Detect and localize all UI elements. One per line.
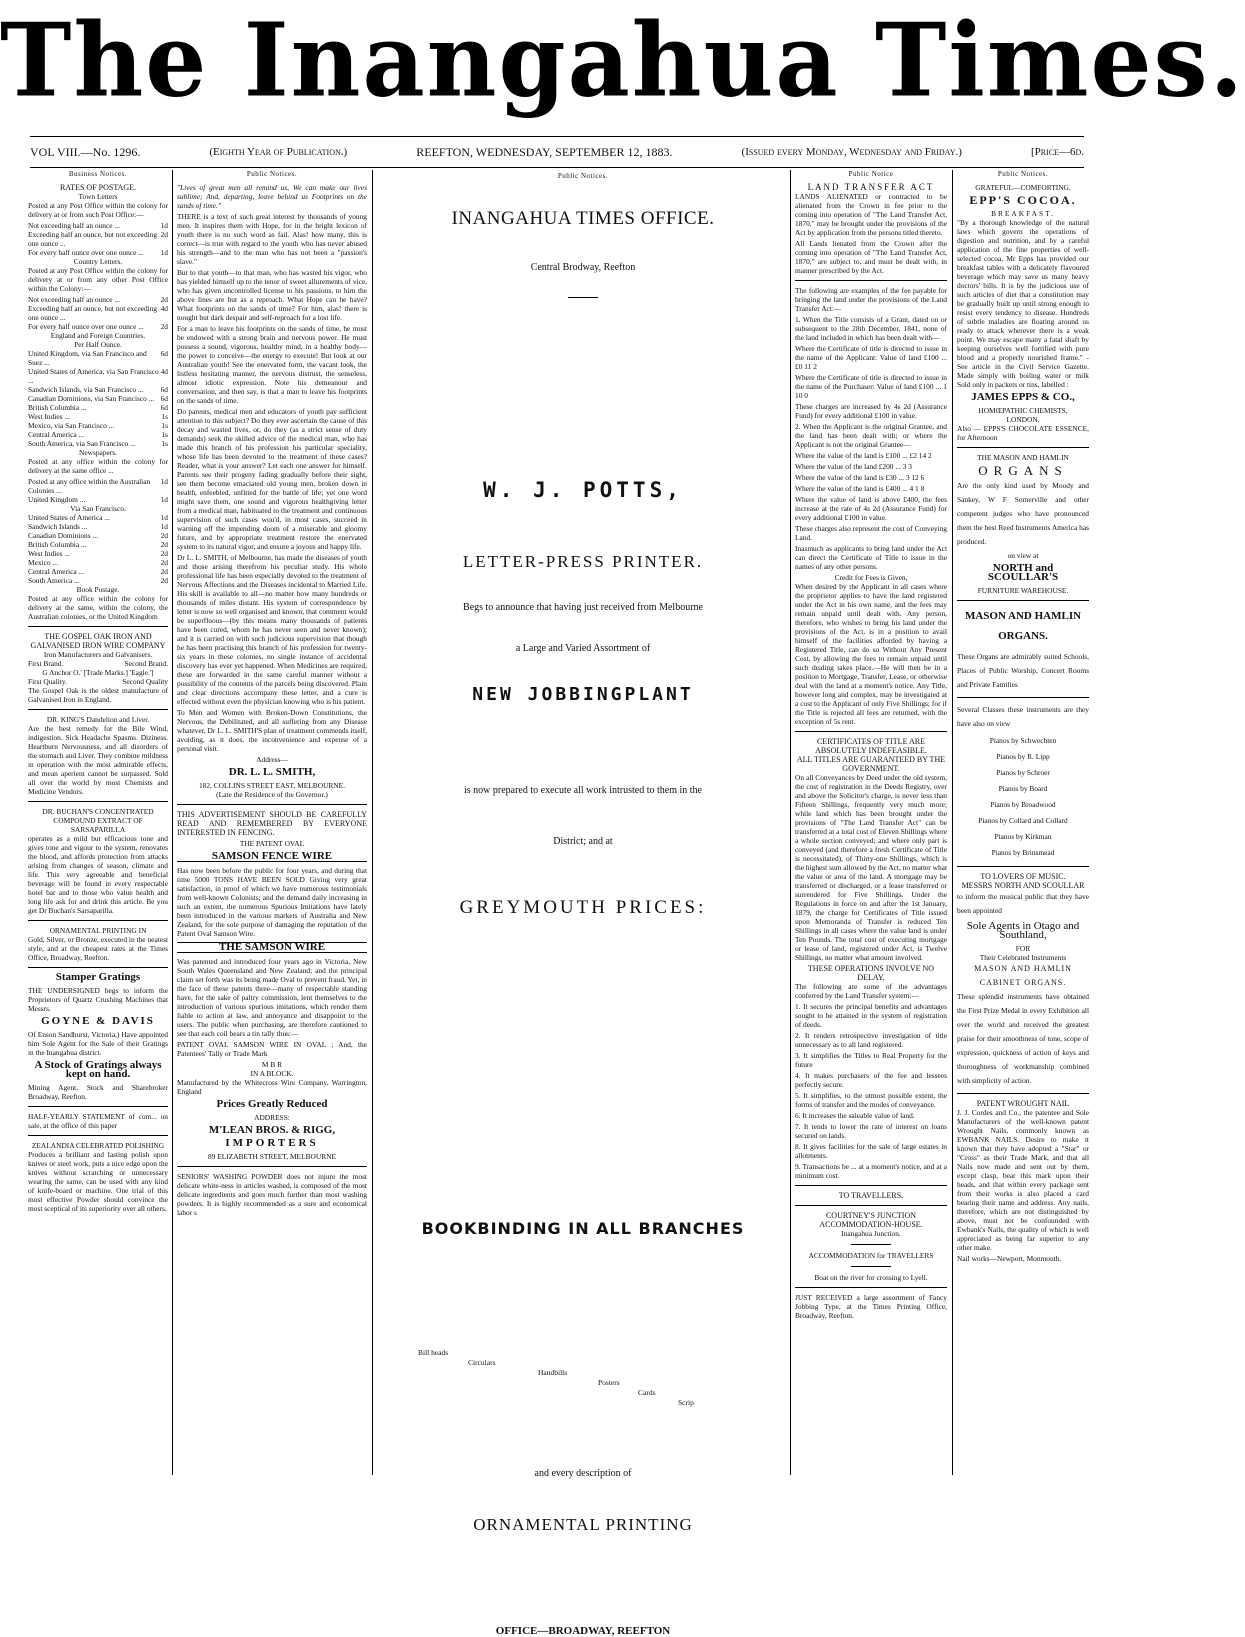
publication-year: (Eighth Year of Publication.) — [209, 146, 348, 158]
dr-king-text: Are the best remedy for the Bile Wind, indigestion. Sick Headache Spasms. Diziness. Heartburn Nervousness, and all disorders of the stomach and Liver. They combine mildness in operation with the most admirable effects, and mean aperient cannot be surpassed. Sold all over the world by most Chemists and Medicine Vendors. — [28, 724, 168, 796]
north-scoullar: NORTH and SCOULLAR'S — [987, 562, 1059, 583]
price: [Price—6d. — [1030, 146, 1084, 158]
junction: Inangahua Junction. — [841, 1229, 901, 1238]
paragraph: Do parents, medical men and educators of youth pay sufficient attention to this subject? Do they ever ascertain the cause of this decay and wasted lives, or, do they (as a strict sense of duty demands) seek the skilled advice of the medical man, who has made this branch of his profession his particular speciality, whose life has been devoted to the treatment of these cases? Reader, what is your answer? Let each one answer for himself. Parents see their progeny fading gradually before their sight, see them become emaciated old young men, broken down in health, enfeebled, unfitted for the battle of life; yet one word might save them, one sound and vigorous healthgiving letter from a medical man, habituated to the treatment and continuous supervision of such cases wou'd, in most cases, succeed in warning off the impending doom of a miserable and gloomy future, and by appropriate treatment restore the enervated system to its natural vigor, and ensure a joyous and happy life. — [177, 407, 367, 551]
gospel-oak-title: THE GOSPEL OAK IRON AND GALVANISED IRON WIRE COMPANY — [30, 632, 166, 650]
cordes-text: J. J. Cordes and Co., the patentee and Sole Manufacturers of the well-known patent Wrought Nails, commonly known as EWBANK NAILS. Desire to make it known that they have adopted a "Star" or "Cross" as their Trade Mark, and that all Nails now made and sent out by them, except clasp, bear this mark upon their heads, and that within every package sent from their works is also placed a card bearing their name and address. Any nails, therefore, which are not distinguished by above, must not be confounded with Ewbank's Nails, the quality of which is well appreciated as being far superior to any other make. — [957, 1108, 1089, 1252]
sole-agents: Sole Agents in Otago and Southland, — [966, 920, 1080, 941]
divider — [28, 801, 168, 802]
stock-notice: A Stock of Gratings always kept on hand. — [34, 1059, 162, 1080]
samson-wire: THE SAMSON WIRE — [177, 942, 367, 953]
newspapers-text: Posted at any office within the colony for delivery at the same office ... — [28, 457, 168, 475]
divider — [28, 967, 168, 968]
rate-row: West Indies ... 1s — [28, 412, 168, 421]
rate-row: United Kingdom, via San Francisco and Suez ... 6d — [28, 349, 168, 367]
address-label: ADDRESS: — [254, 1113, 290, 1122]
grateful: GRATEFUL—COMFORTING. — [975, 183, 1071, 192]
gospel-oak-text: The Gospel Oak is the oldest manufacture of Galvanised Iron in England. — [28, 686, 168, 704]
no-delay-heading: THESE OPERATIONS INVOLVE NO DELAY. — [807, 964, 935, 982]
example: These charges also represent the cost of Conveying Land. — [795, 524, 947, 542]
every-description: and every description of — [534, 1468, 632, 1479]
divider — [957, 600, 1089, 601]
via-sf-heading: Via San Francisco. — [70, 504, 126, 513]
divider — [957, 1093, 1089, 1094]
rate-row: Mexico ... 2d — [28, 558, 168, 567]
lovers-of-music: TO LOVERS OF MUSIC. — [980, 872, 1066, 881]
divider — [795, 1185, 947, 1186]
column-public-notices — [177, 170, 367, 1475]
mclean-bros: M'LEAN BROS. & RIGG, — [208, 1124, 336, 1136]
james-epps: JAMES EPPS & CO., — [971, 391, 1075, 403]
column-land-transfer — [795, 170, 947, 1475]
rate-row: South America ... 2d — [28, 576, 168, 585]
piano-item: Pianos by Board — [998, 784, 1048, 793]
rate-row: For every half ounce over one ounce ... 1d — [28, 248, 168, 257]
prices-reduced: Prices Greatly Reduced — [216, 1098, 328, 1110]
piano-item: Pianos by Broadwood — [990, 800, 1056, 809]
credit-heading: Credit for Fees is Given, — [834, 573, 908, 582]
piano-item: Pianos by R. Lipp — [996, 752, 1050, 761]
brand-row: First Brand. Second Brand. — [28, 659, 168, 668]
column-business-notices — [28, 170, 168, 1475]
rate-row: Canadian Dominions ... 2d — [28, 531, 168, 540]
following: The following are examples of the fee payable for bringing the land under the provisions of the Land Transfer Act:— — [795, 286, 947, 313]
divider — [177, 804, 367, 805]
mason-hamlin-organs: MASON AND HAMLIN ORGANS. — [964, 610, 1082, 642]
splendid: These splendid instruments have obtained the First Prize Medal in every Exhibition all over the world and received the greatest praise for their smoothness of tone, scope of expression, quickness of action of keys and thoroughness of workmanship combined with simplicity of action. — [957, 992, 1089, 1085]
list-item: 4. It makes purchasers of the fee and lessees perfectly secure. — [795, 1071, 947, 1089]
potts-name: W. J. POTTS, — [483, 478, 683, 502]
seniors-washing: SENIORS' WASHING POWDER does not injure the most delicate white-ness in articles washed, is composed of the most delicate ingredients and goes much further than most washing powders. It is highly recommended as a sure and economical labor s — [177, 1172, 367, 1217]
patent-nail: PATENT WROUGHT NAIL — [976, 1099, 1070, 1108]
divider — [568, 297, 598, 298]
organs-heading: ORGANS — [978, 463, 1068, 478]
office-address: Central Brodway, Reefton — [530, 262, 636, 273]
rate-row: British Columbia ... 6d — [28, 403, 168, 412]
example: Where the value of the land is £400 ... 4 1 8 — [795, 484, 925, 493]
messrs-north: MESSRS NORTH AND SCOULLAR — [961, 881, 1085, 890]
rate-row: Sandwich Islands, via San Francisco ... 6d — [28, 385, 168, 394]
england-heading: England and Foreign Countries. — [50, 331, 146, 340]
rate-row: Canadian Dominions, via San Francisco ... 6d — [28, 394, 168, 403]
piano-item: Pianos by Kirkman — [994, 832, 1052, 841]
postage-title: RATES OF POSTAGE. — [59, 183, 137, 192]
job-type: Cards — [638, 1388, 656, 1397]
list-item: 1. It secures the principal benefits and advantages sought to be attained in the system of registration of deeds. — [795, 1002, 947, 1029]
guaranteed-text: On all Conveyances by Deed under the old system, the cost of registration in the Deeds Registry, over and above the Solicitor's charge, is never less than Fifteen Shillings, frequently very much more; while land which has been brought under the provisions of "The Land Transfer Act" can be transferred at a total cost of Eleven Shillings where a whole section conveyed; and where only part is conveyed (and therefore a fresh Certificate of Title is necessitated), of Thirty-one Shillings, which is the highest sum allowed by the Act, no matter what the value or area of the land. A mortgage may be transferred or discharged, or a lease transferred or surrendered for Five Shillings. Under the Regulations in force on and after the 1st January, 1879, the charge for Certificates of Title issued upon Memoranda of Transfer is reduced Ten Shillings in all cases where the value land is under Ten Pounds. The total cost of executing mortgage or lease of land, registered under Act, is Twelve Shillings, no matter what amount involved. — [795, 773, 947, 962]
dr-buchan-title: DR. BUCHAN'S CONCENTRATED COMPOUND EXTRACT OF SARSAPARILLA — [42, 807, 154, 834]
half-yearly: HALF-YEARLY STATEMENT of com... on sale, at the office of this paper — [28, 1112, 168, 1130]
column-header: Public Notice — [848, 170, 894, 178]
organs-text: Are the only kind used by Moody and Sankey, W F Somerville and other competent judges who have pronounced them the best Reed Instruments America has produced. — [957, 481, 1089, 546]
divider — [28, 920, 168, 921]
trade-mark: M B R — [261, 1060, 283, 1069]
rate-row: West Indies ... 2d — [28, 549, 168, 558]
cabinet-organs: MASON AND HAMLIN CABINET ORGANS. — [974, 964, 1072, 987]
printer-title: LETTER-PRESS PRINTER. — [462, 552, 704, 571]
rate-row: United States of America ... 1d — [28, 513, 168, 522]
benefits: The following are some of the advantages conferred by the Land Transfer system:— — [795, 982, 947, 1000]
piano-item: Pianos by Schroer — [996, 768, 1050, 777]
town-letters-heading: Town Letters — [78, 192, 118, 201]
paragraph: THERE is a text of such great interest by thousands of young men. It inspires them with Hope, for in the bright lexicon of youth there is no such word as fail. Alas! how many, this is correct—is true with regard to the youth who has never abused his strength—and to the man who has not been a "passion's slave." — [177, 212, 367, 266]
country-letters-text: Posted at any Post Office within the colony for delivery at or from any other Post Office within the Colony:— — [28, 266, 168, 293]
column-header: Public Notices. — [557, 172, 609, 180]
courtney-title: COURTNEY'S JUNCTION ACCOMMODATION-HOUSE. — [819, 1211, 923, 1229]
column-cocoa-organs — [957, 170, 1089, 1475]
paragraph: But to that youth—to that man, who has wasted his vigor, who has yielded himself up to the tenor of sweet allurements of vice, who has given uncontrolled license to his passions, to him the above lines are but as a reproach. What Hope can he have? What footprints on the sands of time? For him, alas! there is nought but dark despair and self-reproach for a lost life. — [177, 268, 367, 322]
mason-hamlin-heading: THE MASON AND HAMLIN — [977, 453, 1069, 462]
country-letters-heading: Country Letters. — [73, 257, 123, 266]
piano-item: Pianos by Brinsmead — [991, 848, 1055, 857]
dr-king-title: DR. KING'S Dandelion and Liver. — [46, 715, 150, 724]
place-and-date: REEFTON, WEDNESDAY, SEPTEMBER 12, 1883. — [416, 144, 673, 159]
paragraph: Dr L. L. SMITH, of Melbourne, has made the diseases of youth and those arising therefrom his peculiar study. His whole professional life has been especially devoted to the treatment of Nervous Affections and the Diseases incidental to Married Life. His skill is available to all—no matter how many hundreds or thousands of miles distant. His system of correspondence by letter is now so well organised and known, that comment would be superfluous—(by this means many thousands of patients have been cured, whom he has never seen and never known); and it is carried on with such judicious supervision that though he has been practising this branch of his profession for twenty-six years in these colonies, no single instance of accidental discovery has ever yet happened. When Medicines are required, these are forwarded in the same careful manner without a possibility of the contents of the parcels being discovered. Plain and clear directions accompany these letter, and a cure is effected without even the physician knowing who is his patient. — [177, 553, 367, 706]
trade-marks: G Anchor O.' [Trade Marks.] 'Eagle.'] — [42, 668, 154, 677]
newspaper-title: The Inangahua Times. — [0, 1, 1245, 120]
stamper-text: THE UNDERSIGNED begs to inform the Proprietors of Quartz Crushing Machines that Messrs. — [28, 986, 168, 1013]
masthead — [0, 0, 1245, 122]
block: IN A BLOCK. — [250, 1069, 294, 1078]
divider — [795, 280, 947, 281]
rate-row: South America, via San Francisco ... 1s — [28, 439, 168, 448]
goyne-davis: GOYNE & DAVIS — [41, 1015, 155, 1027]
furniture-warehouse: FURNITURE WAREHOUSE. — [977, 586, 1069, 595]
example: Where the value of the land is £100 ... £2 14 2 — [795, 451, 932, 460]
samson-fence-wire: SAMSON FENCE WIRE — [177, 852, 367, 862]
fence-advert: THIS ADVERTISEMENT SHOULD BE CAREFULLY READ AND REMEMBERED BY EVERYONE INTERESTED IN FENCING. — [177, 810, 367, 837]
london: LONDON. — [1006, 415, 1040, 424]
paragraph: To Men and Women with Broken-Down Constitutions, the Nervous, the Debilitated, and all suffering from any Disease whatever, Dr L. L. SMITH'S plan of treatment commends itself, avoiding, as it does, the inconvenience and expense of a personal visit. — [177, 708, 367, 753]
list-item: 7. It tends to lower the rate of interest on loans secured on lands. — [795, 1122, 947, 1140]
tally: PATENT OVAL SAMSON WIRE IN OVAL ; And, the Patentees' Tally or Trade Mark — [177, 1040, 367, 1058]
rate-row: Exceeding half an ounce, but not exceeding one ounce ... 2d — [28, 230, 168, 248]
manufacturer: Manufactured by the Whitecross Wire Company, Warrington, England — [177, 1078, 367, 1096]
homeopathic: HOMŒPATHIC CHEMISTS, — [978, 406, 1068, 415]
rate-row: Sandwich Islands ... 1d — [28, 522, 168, 531]
zealandia-title: ZEALANDIA CELEBRATED POLISHING — [31, 1141, 165, 1150]
example: Where the value of land is above £400, the fees increase at the rate of 4s 2d (Assurance Fund) for every additional £100 in value. — [795, 495, 947, 522]
book-postage-heading: Book Postage. — [76, 585, 120, 594]
greymouth-prices: GREYMOUTH PRICES: — [459, 897, 707, 918]
accommodation: ACCOMMODATION for TRAVELLERS — [808, 1251, 934, 1260]
rate-row: Central America ... 2d — [28, 567, 168, 576]
epps-cocoa: EPP'S COCOA. — [969, 193, 1077, 207]
list-item: 2. It renders retrospective investigation of title unnecessary as to all land registered. — [795, 1031, 947, 1049]
breakfast: BREAKFAST. — [991, 209, 1055, 218]
credit-text: When desired by the Applicant in all cases where the proprietor applies to have the land registered under the Act in his own name, and the fees may remain unpaid until dealt with. Any person, therefore, who wishes to bring his land under the provisions of the Act, is in a position to avail himself of the facilities afforded by having a Registered Title, can do so Without Any Present Cost, by allowing the fees to remain unpaid until such dealing takes place.—He will then be in a position to Mortgage, Transfer, Lease, or otherwise deal with the land at a moment's notice. Any Title, however long and complex, may be investigated at a cost to the Applicant of only Five Shillings; for if the Title is rejected all fees are returned, with the exception of 5s rent. — [795, 582, 947, 726]
address-label: Address— — [256, 755, 288, 764]
column-rule — [790, 170, 791, 1475]
rate-row: Not exceeding half an ounce ... 2d — [28, 295, 168, 304]
job-type: Bill heads — [418, 1348, 449, 1357]
job-type: Posters — [598, 1378, 620, 1387]
elizabeth-street: 89 ELIZABETH STREET, MELBOURNE — [208, 1152, 336, 1161]
ornamental-printing: ORNAMENTAL PRINTING — [473, 1515, 693, 1534]
inform: to inform the musical public that they have been appointed — [957, 892, 1089, 915]
piano-item: Pianos by Collard and Collard — [978, 816, 1068, 825]
divider — [177, 1166, 367, 1167]
column-header: Public Notices. — [246, 170, 298, 178]
book-postage-text: Posted at any office within the colony for delivery at the same, within the colony, the Australian colonies, or the United Kingdom — [28, 594, 168, 621]
divider — [795, 731, 947, 732]
issue-schedule: (Issued every Monday, Wednesday and Friday.) — [741, 146, 962, 158]
divider — [28, 1135, 168, 1136]
list-item: 5. It simplifies, to the utmost possible extent, the forms of transfer and the modes of conveyance. — [795, 1091, 947, 1109]
inasmuch: Inasmuch as applicants to bring land under the Act can direct the Certificate of Title to issue in the names of any other persons. — [795, 544, 947, 571]
announce: Begs to announce that having just received from Melbourne — [463, 602, 703, 613]
rate-row: Central America ... 1s — [28, 430, 168, 439]
list-item: 3. It simplifies the Titles to Real Property for the future — [795, 1051, 947, 1069]
office-title: INANGAHUA TIMES OFFICE. — [451, 208, 715, 229]
for: FOR — [1015, 944, 1031, 953]
rate-row: British Columbia ... 2d — [28, 540, 168, 549]
per-half-ounce: Per Half Ounce. — [74, 340, 122, 349]
divider — [851, 1266, 891, 1267]
rate-row: United States of America, via San Francisco ... 4d — [28, 367, 168, 385]
column-header: Business Notices. — [68, 170, 128, 178]
district: District; and at — [553, 836, 613, 847]
piano-item: Pianos by Schwechten — [989, 736, 1057, 745]
on-view: on view at — [1007, 551, 1039, 560]
divider — [28, 1106, 168, 1107]
gospel-oak-subtitle: Iron Manufacturers and Galvanisers. — [43, 650, 153, 659]
travellers-heading: TO TRAVELLERS. — [838, 1191, 904, 1200]
goyne-text: Of Enson Sandhurst, Victoria,) Have appointed him Sole Agent for the Sale of their Gratings in the Inangahua district. — [28, 1030, 168, 1057]
example: 1. When the Title consists of a Grant, dated on or subsequent to the 28th December, 1841, none of the land included in which has been dealt with— — [795, 315, 947, 342]
certificates-heading: CERTIFICATES OF TITLE ARE ABSOLUTELY INDEFEASIBLE. — [815, 737, 927, 755]
mining-agent: Mining Agent, Stock and Sharebroker Broadway, Reefton. — [28, 1083, 168, 1101]
example: Where the Certificate of title is directed to issue in the name of the Applicant: Value of land £100 ... £0 11 2 — [795, 344, 947, 371]
divider — [28, 709, 168, 710]
column-header: Public Notices. — [997, 170, 1049, 178]
example: 2. When the Applicant is the original Grantee, and the land has been dealt with; or where the Applicant is not the original Grantee— — [795, 422, 947, 449]
boat: Boat on the river for crossing to Lyell. — [814, 1273, 928, 1282]
example: Where the value of the land £200 ... 3 3 — [795, 462, 912, 471]
nail-works: Nail works—Newport, Monmouth. — [957, 1254, 1062, 1263]
several-classes: Several Classes these instruments are they have also on view — [957, 705, 1089, 728]
volume-number: VOL VIII.—No. 1296. — [30, 144, 141, 159]
stamper-gratings-title: Stamper Gratings — [55, 971, 141, 983]
ornamental-title: ORNAMENTAL PRINTING IN — [49, 926, 147, 935]
also-chocolate: Also — EPPS'S CHOCOLATE ESSENCE, for Afternoon — [957, 424, 1089, 442]
land-transfer-title: LAND TRANSFER ACT — [807, 182, 935, 192]
samson2-text: Was patented and introduced four years ago in Victoria, New South Wales Queensland and New Zealand; and the principal claim set forth was its being made Oval to prevent fraud. Yet, in the face of these patents three—many of respectable standing have, for the sake of paltry commission, lent themselves to the introduction of various spurious imitations, which render them liable to action at law, and annoyance and disappoint to the users. The public when purchasing, are therefore cautioned to see that each coil bears a tin tally thus:— — [177, 957, 367, 1038]
rate-row: Mexico, via San Francisco ... 1s — [28, 421, 168, 430]
rate-row: United Kingdom ... 1d — [28, 495, 168, 504]
land-text-2: All Lands lienated from the Crown after the coming into operation of "The Land Transfer Act, 1870," are subject to, and must be dealt with, in manner prescribed by the Act. — [795, 239, 947, 275]
land-text: LANDS ALIENATED or contracted to be alienated from the Crown in fee prior to the coming into operation of "The Land Transfer Act, 1870," may be brought under the provisions of the Act by application from the persons titled thereto. — [795, 192, 947, 237]
importers: IMPORTERS — [225, 1137, 319, 1149]
rate-row: Not exceeding half an ounce ... 1d — [28, 221, 168, 230]
poem: "Lives of great men all remind us, We can make our lives sublime; And, departing, leave behind us Footprints on the sands of time." — [177, 183, 367, 210]
divider — [957, 447, 1089, 448]
divider — [795, 1205, 947, 1206]
dateline — [30, 136, 1084, 168]
job-types — [378, 1348, 788, 1428]
these-organs: These Organs are admirably suited Schools, Places of Public Worship, Concert Rooms and Private Families — [957, 652, 1089, 689]
dr-smith-note: (Late the Residence of the Governor.) — [216, 790, 328, 799]
divider — [28, 626, 168, 627]
list-item: 6. It increases the saleable value of land. — [795, 1111, 915, 1120]
column-rule — [372, 170, 373, 1475]
dr-buchan-text: operates as a mild but efficacious tone and gives tone and vigour to the system, renovates the blood, and affords protection from attacks arising from changes of season, climate and life. This very agreeable and beneficial beverage will be found in every respectable hotel bar and to those who value health and long life ask for and drink this article. Be you get Dr Buchan's Sarsaparilla. — [28, 834, 168, 915]
celebrated: Their Celebrated Instruments — [979, 953, 1067, 962]
epps-text: "By a thorough knowledge of the natural laws which govern the operations of digestion and nutrition, and by a careful application of the fine properties of well-selected cocoa, Mr Epps has provided our breakfast tables with a delicately flavoured beverage which may save us many heavy doctors' bills. It is by the judicious use of such articles of diet that a constitution may be gradually built up until strong enough to resist every tendency to disease. Hundreds of subtle maladies are floating around us ready to attack wherever there is a weak point. We may escape many a fatal shaft by keeping ourselves well fortified with pure blood and a properly nourished frame." - See article in the Civil Service Gazette. Made simply with boiling water or milk Sold only in packets or tins, labelled : — [957, 218, 1089, 389]
job-type: Handbills — [538, 1368, 568, 1377]
example: Where the value of the land is £30 ... 3 12 6 — [795, 473, 925, 482]
newspapers-heading: Newspapers. — [79, 448, 117, 457]
divider — [795, 1287, 947, 1288]
office-broadway: OFFICE—BROADWAY, REEFTON — [495, 1625, 671, 1637]
divider — [957, 697, 1089, 698]
rate-row: Posted at any office within the Australian Colonies ... 1d — [28, 477, 168, 495]
assortment: a Large and Varied Assortment of — [515, 643, 651, 654]
divider — [957, 866, 1089, 867]
center-advert — [378, 172, 788, 1637]
example: These charges are increased by 4s 2d (Assurance Fund) for every additional £100 in value. — [795, 402, 947, 420]
quality-row: First Quality. Second Quality — [28, 677, 168, 686]
rate-row: For every half ounce over one ounce ... 2d — [28, 322, 168, 331]
job-type: Circulars — [468, 1358, 496, 1367]
jobbing-plant: NEW JOBBINGPLANT — [472, 684, 694, 705]
rate-row: Exceeding half an ounce, but not exceeding one ounce ... 4d — [28, 304, 168, 322]
patent-oval: THE PATENT OVAL — [239, 839, 305, 848]
piano-list — [957, 733, 1089, 861]
job-type: Scrip — [678, 1398, 694, 1407]
column-rule — [172, 170, 173, 1475]
paragraph: For a man to leave his footprints on the sands of time, he must be endowed with a strong brain and nervous power. He must possess a sound, vigorous, healthy mind, in a healthy body—the power to conceive—the energy to execute! But look at our Australian youth! See the enervated form, the vacant look, the listless hesitating manner, the nervous distrust, the senseless, almost idiotic expression. Note his demeanour and conversation, and then say, is that a man to leave his footprints on the sands of time. — [177, 324, 367, 405]
dr-smith-name: DR. L. L. SMITH, — [228, 766, 316, 778]
example: Where the Certificate of title is directed to issue in the name of the Purchaser: Value of land £100 ... 1 10 0 — [795, 373, 947, 400]
list-item: 9. Transactions be ... at a moment's notice, and at a minimum cost. — [795, 1162, 947, 1180]
dr-smith-address: 182, COLLINS STREET EAST, MELBOURNE. — [198, 781, 346, 790]
guaranteed-heading: ALL TITLES ARE GUARANTEED BY THE GOVERNMENT. — [796, 755, 946, 773]
column-rule — [952, 170, 953, 1475]
just-received: JUST RECEIVED a large assortment of Fancy Jobbing Type, at the Times Printing Office, Broadway, Reefton. — [795, 1293, 947, 1320]
town-letters-text: Posted at any Post Office within the colony for delivery at or from such Post Office:— — [28, 201, 168, 219]
prepared: is now prepared to execute all work intrusted to them in the — [464, 785, 702, 796]
samson-text: Has now been before the public for four years, and during that time 5000 TONS HAVE BEEN SOLD Giving very great satisfaction, in proof of which we have numerous testimonials from well-known Colonists; and the demand daily increasing in such an extent, the numerous Spurious Imitations have lately been introduced in the various markets of Australia and New Zealand, for the sole purpose of damaging the reputation of the Patent Oval Samson Wire. — [177, 866, 367, 938]
bookbinding: BOOKBINDING IN ALL BRANCHES — [421, 1219, 745, 1238]
list-item: 8. It gives facilities for the sale of large estates in allotments. — [795, 1142, 947, 1160]
ornamental-text: Gold, Silver, or Bronze, executed in the neatest style, and at the cheapest rates at the Times Office, Broadway, Reefton. — [28, 935, 168, 962]
divider — [851, 1244, 891, 1245]
zealandia-text: Produces a brilliant and lasting polish upon knives or steel work, puts a nice edge upon the knives without scratching or unnecessary wearing the same, can be used with any kind of knife-board or machine. One trial of this most effective Powder should convince the most sceptical of its superiority over all others. — [28, 1150, 168, 1213]
